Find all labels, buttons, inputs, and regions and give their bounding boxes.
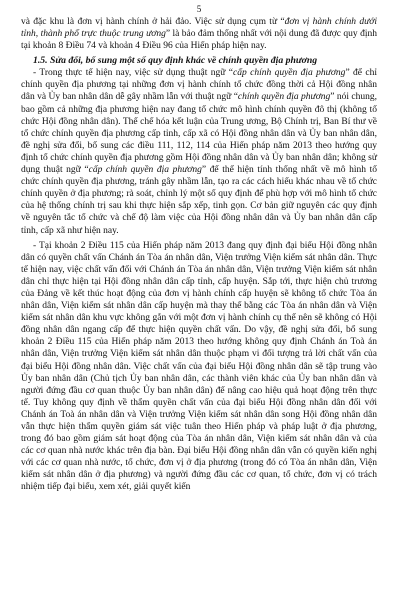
para1-text-4: ” để thể hiện tính thống nhất về mô hình tổ chức chính quyền địa phương, tránh gây nhầm lẫn, tạo ra các cách hiểu khác nhau về tổ chức chính quyền ở địa phương; rà soát, chỉnh lý một số quy định để phù hợp với mô hình tổ chức của hệ thống chính trị sau khi thực hiện sắp xếp, tinh gọn. Cơ bản giữ nguyên các quy định về nguyên tắc tổ chức và chế độ làm việc của Hội đồng nhân dân và Ủy ban nhân dân cấp tỉnh, cấp xã như hiện nay. (21, 165, 377, 236)
intro-text-2: ” là bảo đảm thống nhất với nội dung đã được quy định tại khoản 8 Điều 74 và khoản 4 Điều 96 của Hiến pháp hiện nay. (21, 29, 377, 52)
para1-italic-term-1: cấp chính quyền địa phương (233, 68, 346, 79)
para1-text-3: ” nói chung, bao gồm cả những địa phương hiện nay đang tổ chức mô hình chính quyền đô thị (không tổ chức Hội đồng nhân dân). Thể chế hóa kết luận của Trung ương, Bộ Chính trị, Ban Bí thư về tổ chức chính quyền địa phương cấp tỉnh, cấp xã có Hội đồng nhân dân và Ủy ban nhân dân, đề nghị sửa đổi, bổ sung các điều 111, 112, 114 của Hiến pháp năm 2013 theo hướng quy định tổ chức chính quyền địa phương gồm Hội đồng nhân dân và Ủy ban nhân dân; không sử dụng thuật ngữ “ (21, 92, 378, 176)
intro-text-1: và đặc khu là đơn vị hành chính ở hải đảo. Việc sử dụng cụm từ “ (21, 17, 285, 27)
intro-paragraph (21, 16, 377, 52)
paragraph-questioning-rights: - Tại khoản 2 Điều 115 của Hiến pháp năm 2013 đang quy định đại biểu Hội đồng nhân dân có quyền chất vấn Chánh án Tòa án nhân dân, Viện trưởng Viện kiểm sát nhân dân. Thực tế hiện nay, việc chất vấn đối với Chánh án Tòa án nhân dân, Viện trưởng Viện kiểm sát nhân dân chỉ thực hiện tại Hội đồng nhân dân cấp tỉnh, cấp huyện. Sắp tới, thực hiện chủ trương của Đảng về kết thúc hoạt động của đơn vị hành chính cấp huyện sẽ không tổ chức Tòa án nhân dân, Viện kiểm sát nhân dân cấp huyện mà thay thế bằng các Tòa án nhân dân và Viện kiểm sát nhân dân khu vực không gắn với một đơn vị hành chính cụ thể nên sẽ không có Hội đồng nhân dân ngang cấp để thực hiện quyền chất vấn. Do vậy, đề nghị sửa đổi, bổ sung khoản 2 Điều 115 của Hiến pháp năm 2013 theo hướng không quy định Chánh án Toà án nhân dân, Viện trưởng Viện kiểm sát nhân dân thuộc phạm vi đối tượng trả lời chất vấn của đại biểu Hội đồng nhân dân. Việc chất vấn của đại biểu Hội đồng nhân dân sẽ tập trung vào Ủy ban nhân dân (Chủ tịch Ủy ban nhân dân, các thành viên khác của Ủy ban nhân dân và người đứng đầu cơ quan thuộc Ủy ban nhân dân) để nâng cao hiệu quả hoạt động trên thực tế. Tuy không quy định về thẩm quyền chất vấn của đại biểu Hội đồng nhân dân đối với Chánh án Toà án nhân dân và Viện trưởng Viện kiểm sát nhân dân song Hội đồng nhân dân vẫn thực hiện thẩm quyền giám sát việc tuân theo Hiến pháp và pháp luật ở địa phương, trong đó bao gồm giám sát hoạt động của Tòa án nhân dân, Viện kiểm sát nhân dân và của các cơ quan nhà nước khác trên địa bàn. Đại biểu Hội đồng nhân dân vẫn có quyền kiến nghị với các cơ quan nhà nước, tổ chức, đơn vị ở địa phương (trong đó có Tòa án nhân dân, Viện kiểm sát nhân dân ở địa phương) và người đứng đầu các cơ quan, tổ chức, đơn vị có trách nhiệm tiếp đại biểu, xem xét, giải quyết kiến (21, 240, 377, 493)
para1-text-1: - Trong thực tế hiện nay, việc sử dụng thuật ngữ “ (33, 68, 234, 79)
para1-italic-term-3: cấp chính quyền địa phương (88, 165, 202, 176)
para1-text-2: ” để chỉ chính quyền địa phương tại những đơn vị hành chính tổ chức đồng thời cả Hội đồng nhân dân và Ủy ban nhân dân dễ gây nhầm lẫn với thuật ngữ “ (21, 68, 377, 103)
page-number: 5 (196, 4, 202, 14)
paragraph-local-government-terminology (21, 67, 377, 236)
section-heading: 1.5. Sửa đổi, bổ sung một số quy định khác về chính quyền địa phương (33, 55, 318, 67)
para1-italic-term-2: chính quyền địa phương (237, 92, 331, 103)
intro-italic-term: đơn vị hành chính dưới tỉnh, thành phố trực thuộc trung ương (21, 17, 377, 40)
